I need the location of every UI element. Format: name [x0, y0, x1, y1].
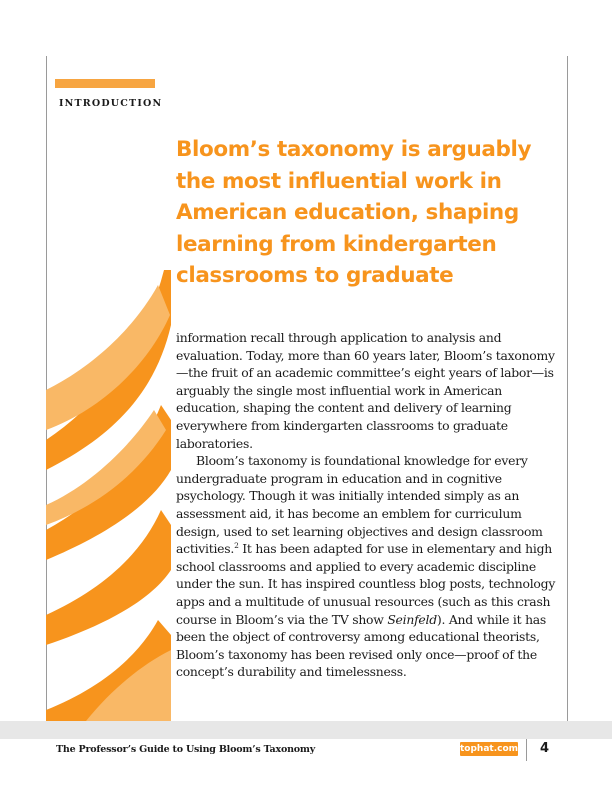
section-accent-bar — [55, 79, 155, 88]
body-italic-title: Seinfeld — [387, 611, 437, 627]
decorative-arc-graphic — [46, 270, 171, 721]
right-margin-rule — [567, 56, 568, 721]
footnote-reference: 2 — [234, 541, 239, 550]
footer-divider — [526, 739, 527, 761]
section-label: INTRODUCTION — [59, 98, 163, 109]
body-paragraph-2-part-b: It has been adapted for use in elementary and high school classrooms and applied to every academic discipline under the sun. It has inspired countless blog posts, technology apps and a multitude of unusual resources (such as this crash course in Bloom’s via the TV show — [176, 541, 556, 627]
body-paragraph-2-part-c: ). And while it has been the object of controversy among educational theorists, Bloom’s taxonomy has been revised only once—proof of the concept’s durability and timelessness. — [176, 611, 547, 680]
body-paragraph-2-part-a: Bloom’s taxonomy is foundational knowledge for every undergraduate program in education and in cognitive psychology. Though it was initially intended simply as an assessment aid, it has become an emblem for curriculum design, used to set learning objectives and design classroom activities. — [176, 453, 543, 557]
tophat-logo: tophat.com — [460, 744, 519, 754]
body-paragraph-1: information recall through application to analysis and evaluation. Today, more than 60 years later, Bloom’s taxonomy—the fruit of an academic committee’s eight years of labor—is arguably the single most influential work in American education, shaping the content and delivery of learning everywhere from kindergarten classrooms to graduate laboratories. — [176, 330, 555, 451]
footer-band — [0, 721, 612, 739]
pull-quote-headline: Bloom’s taxonomy is arguably the most influential work in American education, shaping learning from kindergarten classrooms to graduate — [176, 137, 532, 288]
body-text — [176, 329, 562, 681]
body-paragraph-2 — [176, 452, 562, 681]
footer-document-title: The Professor’s Guide to Using Bloom’s Taxonomy — [56, 744, 316, 755]
page-number: 4 — [540, 741, 550, 756]
